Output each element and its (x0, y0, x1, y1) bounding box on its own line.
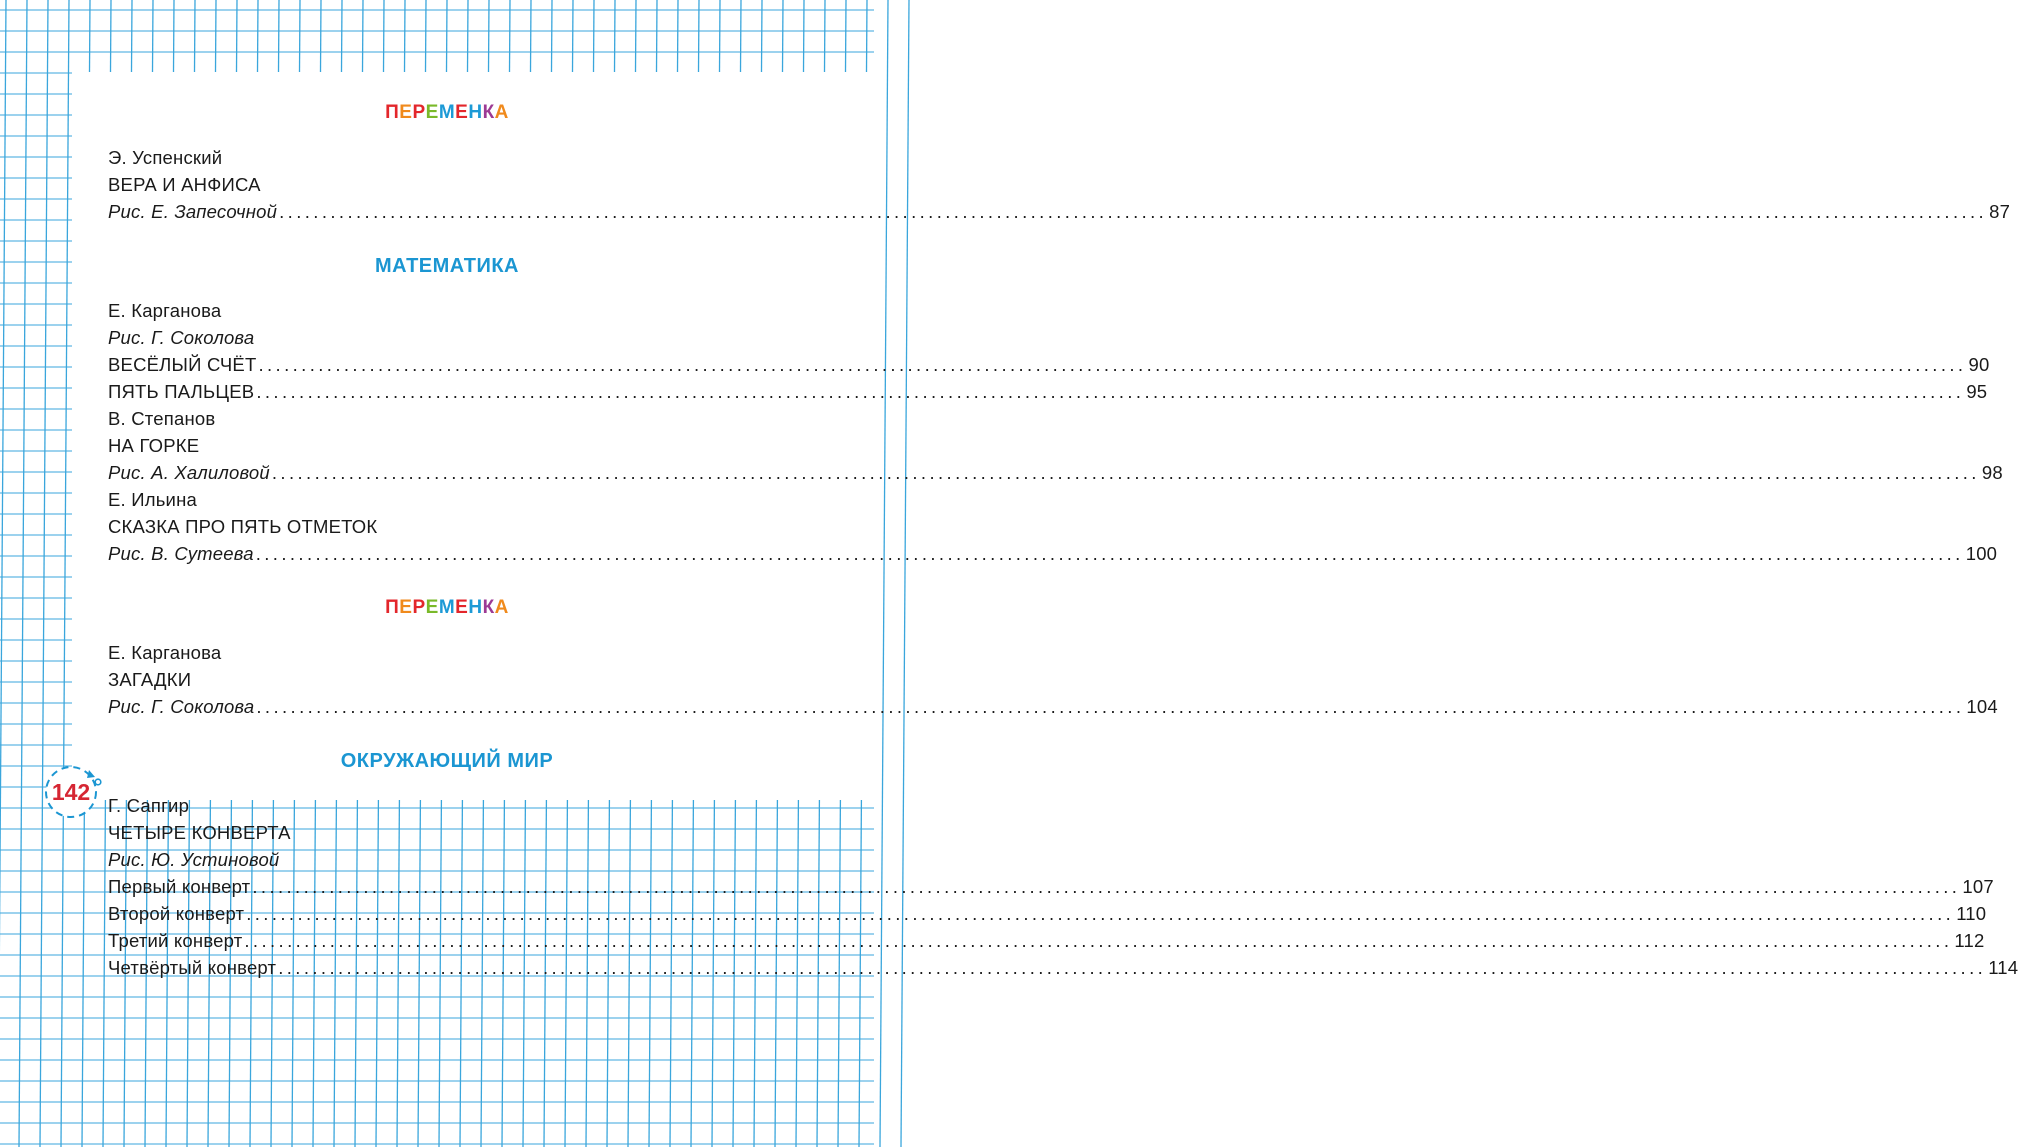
section-title-letter: М (438, 597, 456, 618)
toc-entry-label: Рис. Е. Запесочной (108, 201, 278, 222)
grid-line-vertical (19, 0, 27, 1147)
grid-line-vertical (61, 0, 69, 1147)
toc-entry (108, 198, 2011, 225)
section-title-letter: Р (412, 102, 426, 123)
toc-entry-page: 90 (1968, 354, 1990, 375)
toc-entry (108, 954, 2018, 981)
toc-text-line: СКАЗКА ПРО ПЯТЬ ОТМЕТОК (108, 516, 378, 537)
toc-entry-label: Рис. Г. Соколова (108, 696, 255, 717)
toc-text-line: Е. Ильина (108, 489, 197, 510)
toc-entry-page: 104 (1966, 696, 1998, 717)
dot-leader: ........................................................................................................................................................................................................ (244, 930, 1953, 951)
toc-entry-page: 110 (1956, 903, 1987, 924)
dot-leader: ........................................................................................................................................................................................................ (255, 543, 1964, 564)
illustrator-line: Рис. Ю. Устиновой (108, 849, 280, 870)
page-number-badge (43, 764, 101, 822)
section-title-letter: Н (468, 102, 483, 123)
dot-leader: ........................................................................................................................................................................................................ (246, 903, 1955, 924)
toc-entry-label: Четвёртый конверт (108, 957, 277, 978)
toc-text-line: ЧЕТЫРЕ КОНВЕРТА (108, 822, 291, 843)
toc-text-line: НА ГОРКЕ (108, 435, 200, 456)
section-title-letter: Е (455, 597, 469, 618)
toc-entry (108, 540, 1998, 567)
dot-leader: ........................................................................................................................................................................................................ (256, 696, 1965, 717)
dot-leader: ........................................................................................................................................................................................................ (256, 381, 1965, 402)
toc-entry-label: Рис. А. Халиловой (108, 462, 270, 483)
section-title-letter: К (482, 102, 495, 123)
dot-leader: ........................................................................................................................................................................................................ (279, 201, 1988, 222)
grid-line-vertical (0, 0, 6, 1147)
toc-text-line: В. Степанов (108, 408, 216, 429)
toc-entry-page: 114 (1988, 957, 2018, 978)
dot-leader: ........................................................................................................................................................................................................ (258, 354, 1967, 375)
dot-leader: ........................................................................................................................................................................................................ (271, 462, 1980, 483)
toc-text-line: Е. Карганова (108, 642, 222, 663)
section-title-letter: Е (425, 597, 439, 618)
toc-entry-label: Первый конверт (108, 876, 251, 897)
toc-text-line: ВЕРА И АНФИСА (108, 174, 261, 195)
section-title (108, 595, 786, 621)
toc-entry-page: 98 (1981, 462, 2003, 483)
toc-entry-page: 95 (1966, 381, 1988, 402)
toc-entry (108, 378, 1988, 405)
section-title (108, 100, 786, 126)
section-title-letter: П (385, 597, 400, 618)
toc-entry (108, 873, 1994, 900)
dot-leader: ........................................................................................................................................................................................................ (278, 957, 1987, 978)
toc-entry-label: Третий конверт (108, 930, 243, 951)
illustrator-line: Рис. Г. Соколова (108, 327, 255, 348)
toc-text-line: Г. Сапгир (108, 795, 190, 816)
toc-text-line: ЗАГАДКИ (108, 669, 192, 690)
toc-entry (108, 900, 1987, 927)
section-title: ОКРУЖАЮЩИЙ МИР (340, 750, 554, 772)
section-title: МАТЕМАТИКА (374, 255, 519, 277)
section-title-letter: Е (425, 102, 439, 123)
grid-line-vertical (40, 0, 48, 1147)
toc-entry-page: 112 (1954, 930, 1985, 951)
toc-entry-label: ВЕСЁЛЫЙ СЧЁТ (108, 354, 257, 375)
page-number: 142 (51, 779, 91, 805)
toc-text-line: Е. Карганова (108, 300, 222, 321)
section-title-letter: Р (412, 597, 426, 618)
toc-text-line: Э. Успенский (108, 147, 223, 168)
section-title-letter: А (494, 102, 509, 123)
section-title-letter: Е (399, 597, 413, 618)
toc-entry-page: 107 (1962, 876, 1994, 897)
toc-entry (108, 693, 1998, 720)
toc-entry (108, 927, 1985, 954)
toc-entry (108, 351, 1990, 378)
table-of-contents (108, 100, 2018, 981)
section-title-letter: М (438, 102, 456, 123)
toc-entry-page: 87 (1989, 201, 2011, 222)
section-title-letter: П (385, 102, 400, 123)
section-title-letter: Е (399, 102, 413, 123)
section-title-letter: Е (455, 102, 469, 123)
toc-entry-label: Рис. В. Сутеева (108, 543, 254, 564)
section-title-letter: Н (468, 597, 483, 618)
section-title-letter: А (494, 597, 509, 618)
toc-entry (108, 459, 2003, 486)
section-title-letter: К (482, 597, 495, 618)
dot-leader: ........................................................................................................................................................................................................ (252, 876, 1961, 897)
toc-entry-label: ПЯТЬ ПАЛЬЦЕВ (108, 381, 255, 402)
toc-entry-page: 100 (1965, 543, 1998, 564)
toc-entry-label: Второй конверт (108, 903, 245, 924)
